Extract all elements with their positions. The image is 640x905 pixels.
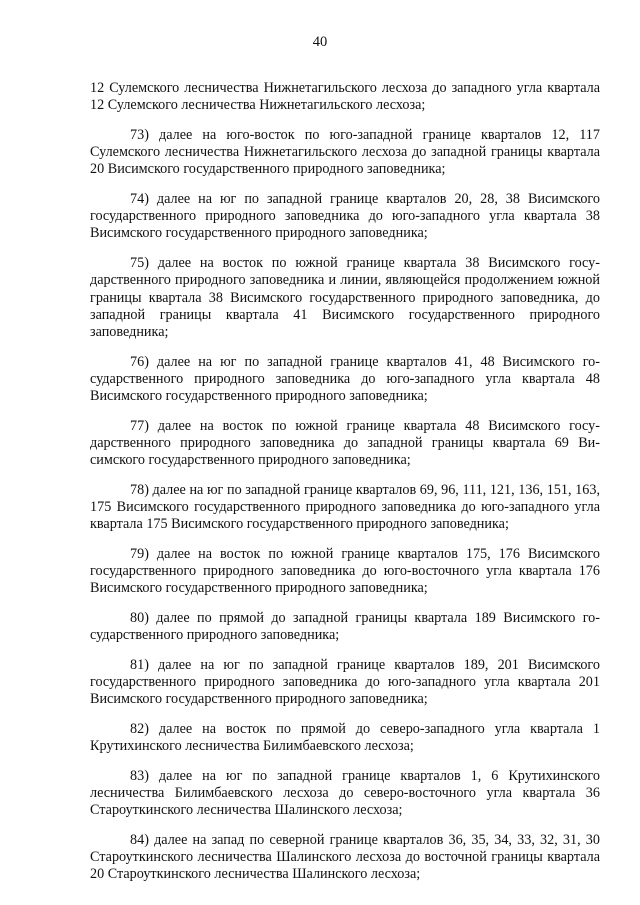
page-number: 40 <box>312 34 328 50</box>
paragraph-75: 75) далее на восток по южной границе квартала 38 Висимского государственного природного заповедника и линии, являющейся продолжением южной границы квартала 38 Висимского государственного природного заповедника, до западной границы квартала 41 Висимского государственного природного заповедника; <box>90 254 600 341</box>
paragraph-81: 81) далее на юг по западной границе кварталов 189, 201 Висимского государственного природного заповедника до юго-западного угла квартала 201 Висимского государственного природного заповедника; <box>90 656 600 708</box>
paragraph-76: 76) далее на юг по западной границе кварталов 41, 48 Висимского государственного природного заповедника до юго-западного угла квартала 48 Висимского государственного природного заповедника; <box>90 353 600 405</box>
paragraph-73: 73) далее на юго-восток по юго-западной границе кварталов 12, 117 Сулемского лесничества Нижнетагильского лесхоза до западной границы квартала 20 Висимского государственного природного заповедника; <box>90 126 600 178</box>
document-body <box>90 80 600 896</box>
paragraph-83: 83) далее на юг по западной границе кварталов 1, 6 Крутихинского лесничества Билимбаевского лесхоза до северо-восточного угла квартала 36 Староуткинского лесничества Шалинского лесхоза; <box>90 767 600 819</box>
paragraph-77: 77) далее на восток по южной границе квартала 48 Висимского государственного природного заповедника до западной границы квартала 69 Висимского государственного природного заповедника; <box>90 417 600 469</box>
paragraph-74: 74) далее на юг по западной границе кварталов 20, 28, 38 Висимского государственного природного заповедника до юго-западного угла квартала 38 Висимского государственного природного заповедника; <box>90 190 600 242</box>
paragraph-82: 82) далее на восток по прямой до северо-западного угла квартала 1 Крутихинского лесничества Билимбаевского лесхоза; <box>90 720 600 755</box>
paragraph-80: 80) далее по прямой до западной границы квартала 189 Висимского государственного природного заповедника; <box>90 609 600 644</box>
paragraph-79: 79) далее на восток по южной границе кварталов 175, 176 Висимского государственного природного заповедника до юго-восточного угла квартала 176 Висимского государственного природного заповедника; <box>90 545 600 597</box>
paragraph-84: 84) далее на запад по северной границе кварталов 36, 35, 34, 33, 32, 31, 30 Староуткинского лесничества Шалинского лесхоза до восточной границы квартала 20 Староуткинского лесничества Шалинского лесхоза; <box>90 831 600 883</box>
paragraph-78: 78) далее на юг по западной границе кварталов 69, 96, 111, 121, 136, 151, 163, 175 Висимского государственного природного заповедника до юго-западного угла квартала 175 Висимского государственного природного заповедника; <box>90 481 600 533</box>
paragraph-continuation: 12 Сулемского лесничества Нижнетагильского лесхоза до западного угла квартала 12 Сулемского лесничества Нижнетагильского лесхоза; <box>90 80 600 114</box>
